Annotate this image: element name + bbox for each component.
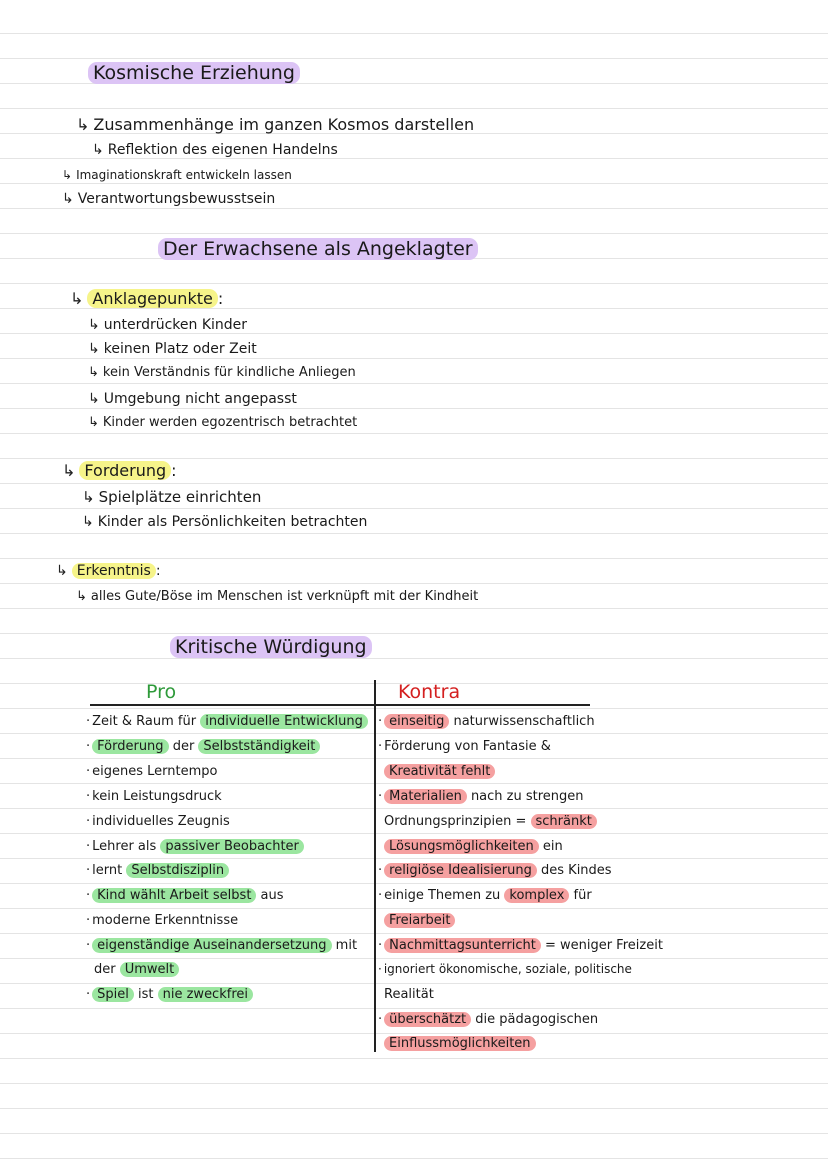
- arrow-icon: ↳: [56, 563, 68, 579]
- kontra-item: Einflussmöglichkeiten: [384, 1035, 536, 1052]
- pro-item: · Kind wählt Arbeit selbst aus: [86, 888, 284, 903]
- list-item: ↳ Kinder als Persönlichkeiten betrachten: [82, 514, 368, 530]
- arrow-icon: ↳: [92, 142, 104, 158]
- list-item: ↳ unterdrücken Kinder: [88, 317, 248, 333]
- anklagepunkte-label: ↳ Anklagepunkte :: [70, 289, 224, 308]
- kontra-item: · Materialien nach zu strengen: [378, 789, 584, 804]
- kontra-item: · einige Themen zu komplex für: [378, 888, 592, 903]
- note-line: ↳ Zusammenhänge im ganzen Kosmos darstellen: [76, 115, 475, 134]
- pro-item: · Zeit & Raum für individuelle Entwicklung: [86, 713, 368, 730]
- kontra-item: Ordnungsprinzipien = schränkt: [384, 813, 597, 830]
- arrow-icon: ↳: [70, 289, 84, 308]
- pro-item: · Lehrer als passiver Beobachter: [86, 838, 304, 855]
- kontra-item: Lösungsmöglichkeiten ein: [384, 838, 563, 855]
- kontra-item: · Förderung von Fantasie &: [378, 739, 551, 754]
- arrow-icon: ↳: [76, 589, 87, 604]
- kontra-item: · überschätzt die pädagogischen: [378, 1012, 599, 1027]
- kontra-header: Kontra: [398, 681, 461, 703]
- table-header-divider: [90, 704, 590, 706]
- note-line: ↳ Reflektion des eigenen Handelns: [92, 142, 338, 158]
- arrow-icon: ↳: [62, 461, 76, 480]
- pro-item: · moderne Erkenntnisse: [86, 913, 239, 928]
- table-column-divider: [374, 680, 376, 1052]
- arrow-icon: ↳: [62, 168, 73, 182]
- pro-header: Pro: [146, 681, 177, 703]
- pro-item: · Förderung der Selbstständigkeit: [86, 738, 320, 755]
- pro-item: · lernt Selbstdisziplin: [86, 862, 229, 879]
- section-title-kosmische-erziehung: Kosmische Erziehung: [88, 60, 300, 86]
- list-item: ↳ Spielplätze einrichten: [82, 488, 262, 506]
- list-item: ↳ Kinder werden egozentrisch betrachtet: [88, 415, 358, 430]
- forderung-label: ↳ Forderung :: [62, 461, 177, 480]
- kontra-item: · Nachmittagsunterricht = weniger Freizeit: [378, 938, 663, 953]
- kontra-item: Kreativität fehlt: [384, 763, 495, 780]
- arrow-icon: ↳: [88, 341, 100, 357]
- pro-item: · eigenes Lerntempo: [86, 764, 218, 779]
- arrow-icon: ↳: [62, 191, 74, 207]
- arrow-icon: ↳: [88, 415, 99, 430]
- pro-item: · eigenständige Auseinandersetzung mit: [86, 938, 358, 953]
- pro-item: · Spiel ist nie zweckfrei: [86, 986, 253, 1003]
- pro-item: der Umwelt: [94, 961, 179, 978]
- arrow-icon: ↳: [82, 488, 95, 506]
- pro-item: · individuelles Zeugnis: [86, 814, 230, 829]
- list-item: ↳ Umgebung nicht angepasst: [88, 391, 297, 407]
- section-title-kritische-wuerdigung: Kritische Würdigung: [170, 634, 372, 660]
- list-item: ↳ keinen Platz oder Zeit: [88, 341, 257, 357]
- kontra-item: Freiarbeit: [384, 912, 455, 929]
- note-line: ↳ Verantwortungsbewusstsein: [62, 191, 276, 207]
- section-title-erwachsene: Der Erwachsene als Angeklagter: [158, 236, 478, 262]
- arrow-icon: ↳: [76, 115, 90, 134]
- list-item: ↳ kein Verständnis für kindliche Anliegen: [88, 365, 356, 380]
- arrow-icon: ↳: [82, 514, 94, 530]
- arrow-icon: ↳: [88, 365, 99, 380]
- kontra-item: · ignoriert ökonomische, soziale, politische: [378, 962, 632, 976]
- kontra-item: · einseitig naturwissenschaftlich: [378, 714, 595, 729]
- erkenntnis-label: ↳ Erkenntnis :: [56, 563, 161, 579]
- list-item: ↳ alles Gute/Böse im Menschen ist verknüpft mit der Kindheit: [76, 589, 479, 604]
- kontra-item: · religiöse Idealisierung des Kindes: [378, 863, 612, 878]
- arrow-icon: ↳: [88, 391, 100, 407]
- pro-item: · kein Leistungsdruck: [86, 789, 222, 804]
- kontra-item: Realität: [384, 987, 434, 1002]
- arrow-icon: ↳: [88, 317, 100, 333]
- note-line: ↳ Imaginationskraft entwickeln lassen: [62, 168, 292, 182]
